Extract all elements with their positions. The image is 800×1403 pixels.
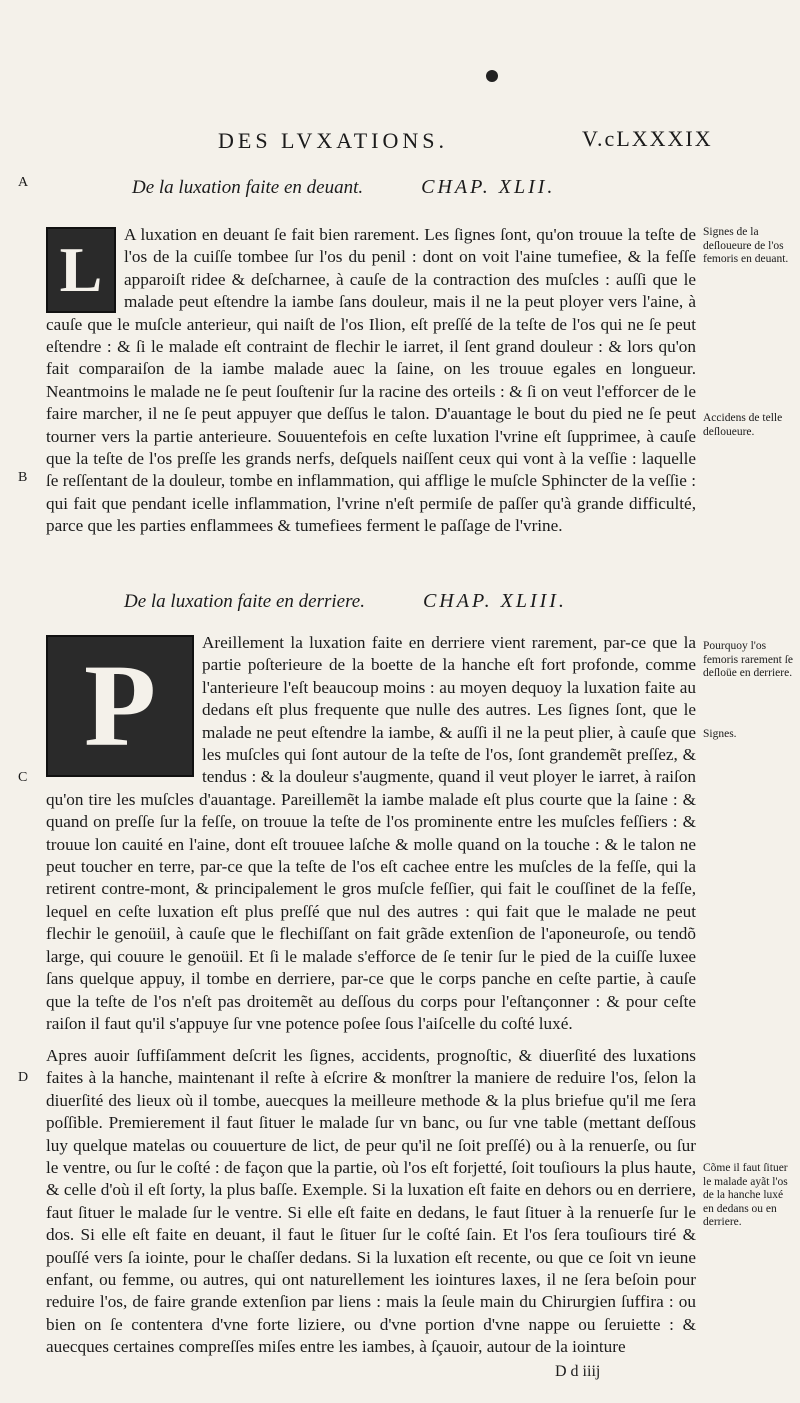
chapter-43-heading bbox=[124, 590, 567, 613]
ink-dot bbox=[486, 70, 498, 82]
chapter-42-text: A luxation en deuant ſe fait bien rarement. Les ſignes ſont, qu'on trouue la teſte de l'os de la cuiſſe tombee ſur l'os du penil : dont on voit l'aine tumefiee, & la feſſe apparoiſt ridee & deſcharnee, à cauſe de la contraction des muſcles : auſſi que le malade peut eſtendre la iambe ſans douleur, mais il ne la peut ployer vers l'aine, à cauſe que le muſcle anterieur, qui naiſt de l'os Ilion, eſt preſſé de la teſte de l'os qui ne ſe peut eſtendre : & ſi le malade eſt contraint de flechir le iarret, il ſent grand douleur : & lors qu'on fait comparaiſon de la iambe malade auec la ſaine, on les trouue egales en longueur. Neantmoins le malade ne ſe peut ſouſtenir ſur la racine des orteils : & ſi on veut l'efforcer de le faire marcher, il ne ſe peut appuyer que deſſus le talon. D'auantage le bout du pied ne ſe peut tourner vers la partie anterieure. Souuentefois en ceſte luxation l'vrine eſt ſupprimee, à cauſe que la teſte de l'os preſſe les grands nerfs, deſquels naiſſent ceux qui vont à la veſſie : laquelle ſe reſſentant de la douleur, tombe en inflammation, qui afflige le muſcle Sphincter de la veſſie : qui fait que pendant icelle inflammation, l'vrine n'eſt permiſe de paſſer qu'à grande difficulté, parce que les parties enflammees & tumefiees ferment le paſſage de l'vrine. bbox=[46, 225, 696, 536]
margin-note-accidents: Accidens de telle deſloueure. bbox=[703, 412, 783, 438]
chapter-42-heading bbox=[132, 176, 555, 199]
chapter-43-paragraph bbox=[46, 632, 696, 1035]
chapter-42-paragraph bbox=[46, 224, 696, 538]
folio-number: V.cLXXXIX bbox=[582, 126, 713, 151]
margin-note-signs-front: Signes de la deſloueure de l'os femoris en deuant. bbox=[703, 226, 789, 265]
reduction-text: Apres auoir ſuffiſamment deſcrit les ſignes, accidents, prognoſtic, & diuerſité des luxations faites à la hanche, maintenant il reſte à eſcrire & monſtrer la maniere de reduire l'os, ſelon la diuerſité des lieux où il tombe, auecques la meilleure methode & la plus briefue qu'il me ſera poſſible. Premierement il faut ſituer le malade ſur vn banc, ou ſur vne table (mettant deſſous luy quelque matelas ou couuerture de lict, de peur qu'il ne ſoit preſſé) ou à la renuerſe, ou ſur le ventre, ou ſur le coſté : de façon que la partie, où l'os eſt forjetté, ſoit touſiours la plus haute, & celle d'où il eſt ſorty, la plus baſſe. Exemple. Si la luxation eſt faite en dehors ou en derriere, faut ſituer le malade ſur le ventre. Si elle eſt faite en dedans, le faut ſituer à la renuerſe ſur le dos. Si elle eſt faite en deuant, il faut le ſituer ſur le coſté ſain. Et l'os ſera touſiours tiré & pouſſé vers ſa iointe, pour le chaſſer dedans. Si la luxation eſt recente, ou que ce ſoit vn ieune enfant, ou femme, ou autres, qui ont naturellement les iointures laxes, il ne ſera beſoin pour reduire l'os, de faire grande extenſion par liens : mais la ſeule main du Chirurgien ſuffira : ou bien on ſe contentera d'vne forte liziere, ou d'vne portion d'vne nappe ou ſeruiette : & auecques certaines compreſſes miſes entre les iambes, à ſçauoir, autour de la iointure bbox=[46, 1046, 696, 1357]
margin-note-positioning: Cõme il faut ſituer le malade ayãt l'os de la hanche luxé en dedans ou en derriere. bbox=[703, 1162, 788, 1228]
side-letter-d: D bbox=[18, 1070, 29, 1085]
decorated-initial-p: P bbox=[46, 635, 194, 777]
side-letter-c: C bbox=[18, 770, 28, 785]
side-letter-b: B bbox=[18, 470, 28, 485]
chapter-43-text: Areillement la luxation faite en derriere vient rarement, par-ce que la partie poſterieure de la boette de la hanche eſt fort profonde, comme l'anterieure l'eſt beaucoup moins : au moyen dequoy la luxation faite au dedans eſt plus frequente que nulle des autres. Les ſignes ſont, que le malade ne peut eſtendre la iambe, & auſſi il ne la peut plier, à cauſe que les muſcles qui ſont autour de la teſte de l'os, ſont grandemẽt preſſez, & tendus : & la douleur s'augmente, quand il veut ployer le iarret, à raiſon qu'on tire les muſcles d'auantage. Pareillemẽt la iambe malade eſt plus courte que la ſaine : & quand on preſſe ſur la feſſe, on trouue la teſte de l'os prominente entre les muſcles feſſiers : & trouue lon cauité en l'aine, dont eſt trouuee laſche & molle quand on la touche : & le talon ne peut toucher en terre, par-ce que la teſte de l'os eſt cachee entre les muſcles de la feſſe, qui la retirent contre-mont, & principalement le gros muſcle feſſier, qui fait le couſſinet de la feſſe, lequel en ceſte luxation eſt plus preſſé que nul des autres : qui fait que le malade ne peut flechir le genoüil, à cauſe que le flechiſſant on fait grãde extenſion de l'aponeuroſe, ou tendõ large, qui couure le genoüil. Et ſi le malade s'efforce de ſe tenir ſur le pied de la cuiſſe luxee ſans quelque appuy, il tombe en derriere, par-ce que le corps panche en ceſte partie, à cauſe que la teſte de l'os n'eſt pas droitemẽt au deſſous du corps pour l'eſtançonner : & pour ceſte raiſon il faut qu'il s'appuye ſur vne potence poſee ſous l'aiſcelle du coſté luxé. bbox=[46, 633, 696, 1033]
decorated-initial-l: L bbox=[46, 227, 116, 313]
side-letter-a: A bbox=[18, 175, 29, 190]
chapter-43-title: De la luxation faite en derriere. bbox=[124, 591, 365, 612]
running-head-title: DES LVXATIONS. bbox=[218, 128, 448, 153]
margin-note-signs: Signes. bbox=[703, 728, 737, 740]
signature-mark: D d iiij bbox=[555, 1363, 601, 1380]
chapter-42-number: CHAP. XLII. bbox=[421, 176, 556, 198]
margin-note-why-rare: Pourquoy l'os femoris rarement ſe deſloüe en derriere. bbox=[703, 640, 794, 679]
chapter-42-title: De la luxation faite en deuant. bbox=[132, 177, 364, 198]
reduction-paragraph bbox=[46, 1045, 696, 1359]
chapter-43-number: CHAP. XLIII. bbox=[422, 590, 567, 612]
